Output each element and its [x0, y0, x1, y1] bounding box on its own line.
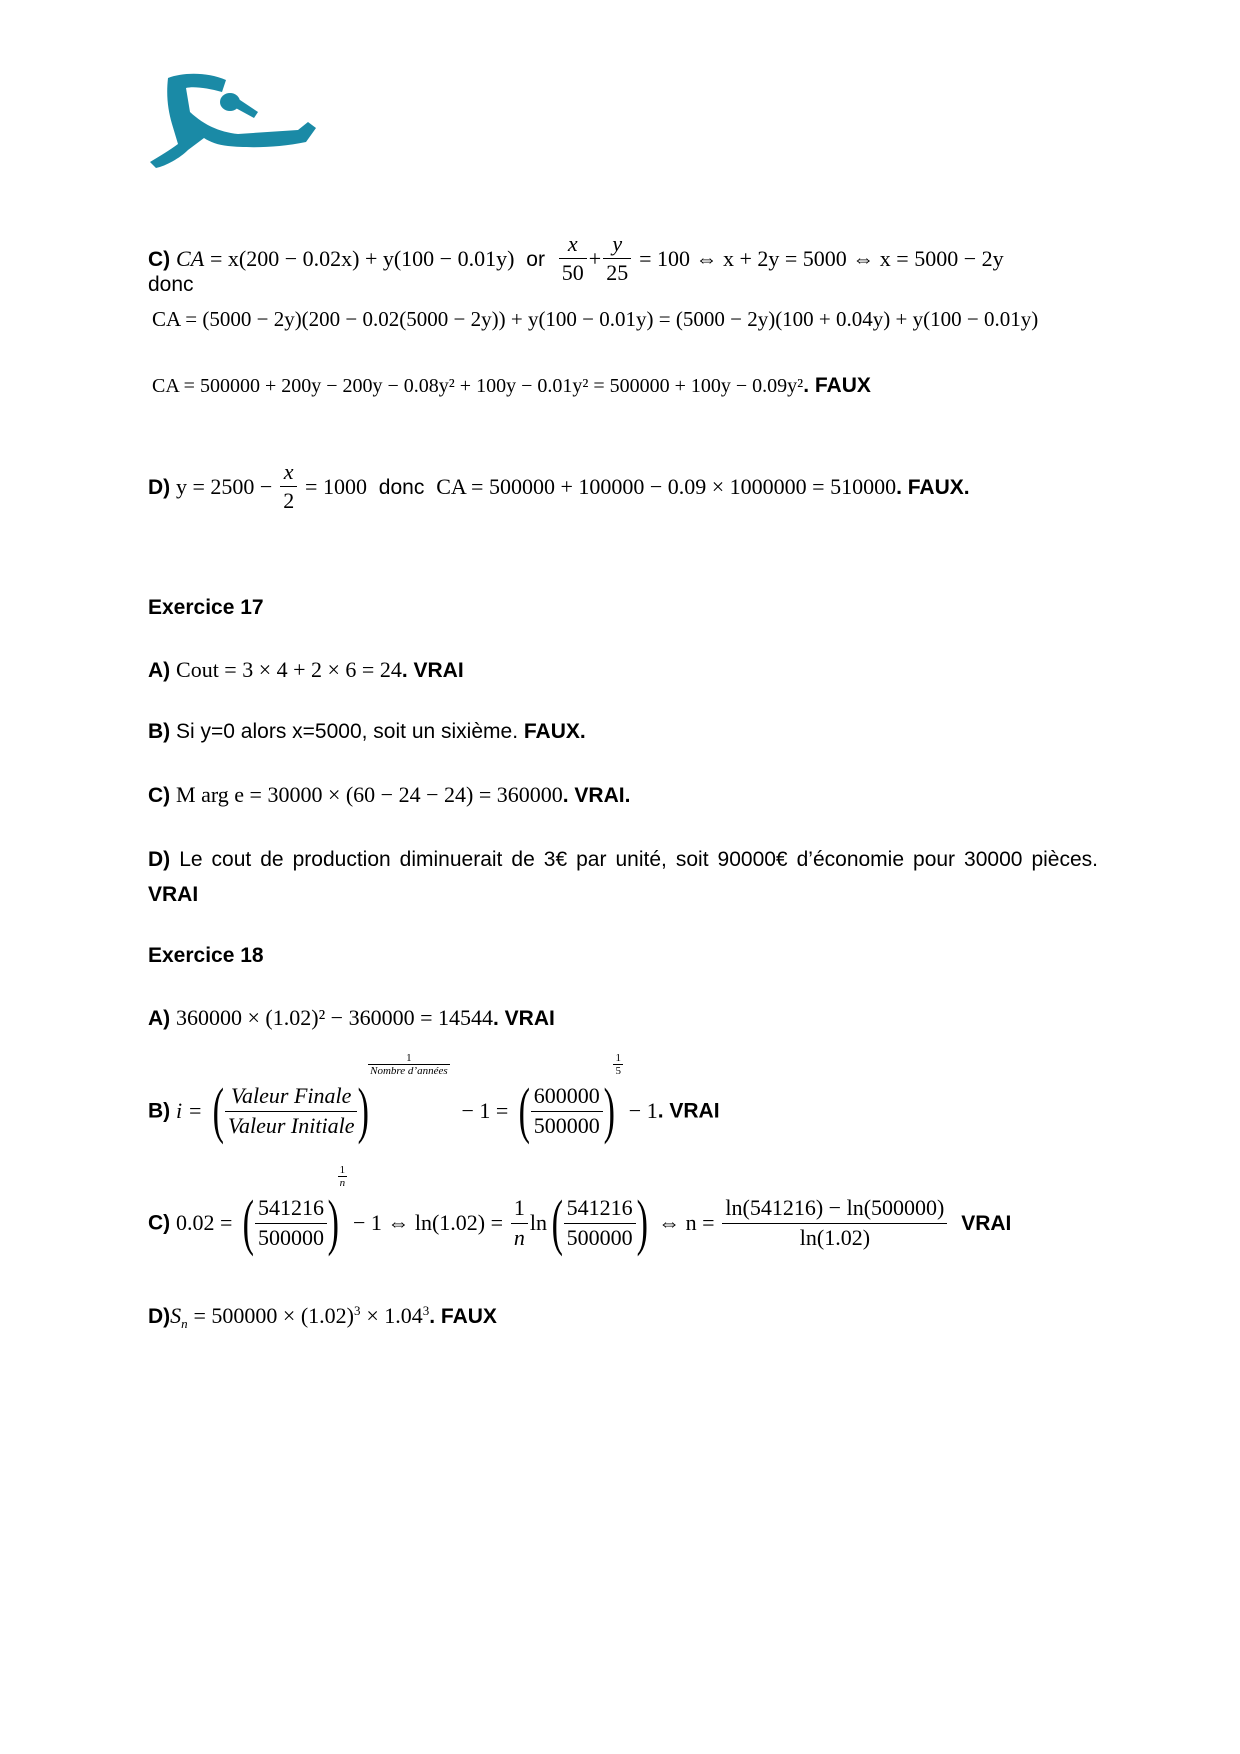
word-donc: donc	[148, 273, 194, 296]
item-label: C)	[148, 248, 171, 272]
math-expression: Cout = 3 × 4 + 2 × 6 = 24	[176, 657, 402, 682]
item-label: C)	[148, 784, 171, 807]
denominator: n	[339, 1177, 346, 1190]
fraction-valeur	[225, 1084, 357, 1137]
numerator: y	[603, 232, 631, 259]
ex18-b-line	[148, 1052, 720, 1145]
item-label: B)	[148, 720, 171, 743]
subscript: n	[181, 1316, 188, 1332]
right-paren: )	[603, 1077, 615, 1145]
denominator: 50	[561, 260, 584, 286]
numerator: 1	[511, 1196, 528, 1223]
numerator: 541216	[255, 1196, 327, 1223]
fraction-541216-500000	[255, 1196, 327, 1249]
math-expression: = 500000 × (1.02)	[193, 1303, 354, 1328]
word-donc: donc	[378, 476, 425, 500]
d-equation-line	[148, 459, 970, 515]
ex18-d-line	[148, 1304, 497, 1330]
numerator: 600000	[531, 1084, 603, 1111]
math-expression: M arg e = 30000 × (60 − 24 − 24) = 360000	[176, 782, 563, 807]
exponent-fraction	[368, 1052, 450, 1077]
verdict-vrai: . VRAI.	[562, 784, 631, 807]
numerator: x	[559, 232, 587, 259]
denominator: n	[513, 1224, 525, 1250]
fraction-y-25	[603, 232, 631, 285]
denominator: ln(1.02)	[799, 1224, 871, 1250]
fraction-541216-500000-b	[564, 1196, 636, 1249]
left-paren: (	[242, 1189, 255, 1257]
numerator: 1	[406, 1052, 412, 1064]
verdict-faux: . FAUX	[429, 1305, 497, 1328]
fraction-ln-ratio	[722, 1196, 947, 1249]
math-expression: y = 2500 −	[176, 474, 273, 500]
fraction-x-50	[559, 232, 587, 285]
right-paren: )	[636, 1189, 648, 1257]
math-expression: CA = (5000 − 2y)(200 − 0.02(5000 − 2y)) + y(100 − 0.01y) = (5000 − 2y)(100 + 0.04y) + y(100 − 0.01y)	[152, 307, 1039, 331]
denominator: Nombre d’années	[370, 1065, 448, 1078]
numerator: 541216	[564, 1196, 636, 1223]
numerator: 1	[339, 1164, 346, 1176]
math-expression: = 1000	[305, 474, 367, 500]
math-var: CA	[176, 246, 205, 272]
ca-simplification-line	[152, 375, 871, 396]
numerator: 1	[615, 1052, 621, 1064]
verdict-vrai: . VRAI	[493, 1007, 555, 1030]
math-expression: × 1.04	[366, 1303, 423, 1328]
superscript: 3	[422, 1303, 430, 1318]
math-expression: ⇔ n =	[658, 1210, 715, 1235]
word-or: or	[526, 248, 545, 272]
item-text: Si y=0 alors x=5000, soit un sixième.	[176, 720, 519, 743]
exercise-18-heading: Exercice 18	[148, 944, 264, 967]
math-expression: CA = 500000 + 200y − 200y − 0.08y² + 100y − 0.01y² = 500000 + 100y − 0.09y²	[152, 375, 804, 397]
fraction-600000-500000	[531, 1084, 603, 1137]
math-expression: − 1 =	[461, 1098, 509, 1123]
left-paren: (	[551, 1189, 564, 1257]
c-equation-line: C) CA = x(200 − 0.02x) + y(100 − 0.01y) or $\frac{x}{50}$ + $\frac{y}{25}$ = 100 ⇔ x + 2y = 5000 ⇔ x = 5000 − 2y	[148, 231, 1004, 286]
denominator: 5	[615, 1065, 621, 1078]
exponent-fraction	[338, 1164, 348, 1189]
right-paren: )	[327, 1189, 339, 1257]
superscript: 3	[353, 1303, 361, 1318]
math-expression: − 1	[628, 1098, 658, 1123]
ex17-b-line	[148, 721, 586, 742]
ex18-a-line	[148, 1007, 555, 1029]
exercise-17-heading: Exercice 17	[148, 596, 264, 619]
numerator: Valeur Finale	[225, 1084, 357, 1111]
item-text: Le cout de production diminuerait de 3€ par unité, soit 90000€ d’économie pour 30000 pièces.	[179, 848, 1098, 871]
denominator: 500000	[533, 1112, 600, 1138]
left-paren: (	[518, 1077, 531, 1145]
item-label: A)	[148, 659, 171, 682]
numerator: ln(541216) − ln(500000)	[722, 1196, 947, 1223]
hurdler-icon	[148, 72, 323, 172]
math-expression: 360000 × (1.02)² − 360000 = 14544	[176, 1005, 493, 1030]
item-label: B)	[148, 1099, 171, 1123]
donc-text	[148, 274, 194, 295]
verdict-faux: . FAUX	[803, 374, 871, 397]
math-expression: − 1 ⇔ ln(1.02) =	[352, 1210, 504, 1235]
ln-operator: ln	[529, 1210, 547, 1235]
ex17-d-paragraph	[148, 842, 1098, 912]
ex17-a-line	[148, 659, 464, 681]
right-paren: )	[358, 1077, 370, 1145]
math-expression: = 100 ⇔ x + 2y = 5000 ⇔ x = 5000 − 2y	[639, 246, 1004, 272]
math-expression: CA = 500000 + 100000 − 0.09 × 1000000 = 510000	[436, 474, 897, 500]
item-label: A)	[148, 1007, 171, 1030]
denominator: 2	[283, 488, 295, 514]
verdict-vrai: . VRAI	[401, 659, 464, 682]
denominator: 500000	[566, 1224, 633, 1250]
math-expression: 0.02 =	[176, 1210, 233, 1235]
ex17-c-line	[148, 784, 630, 806]
item-label: D)	[148, 476, 171, 500]
math-var: S	[170, 1303, 182, 1328]
item-label: C)	[148, 1211, 171, 1235]
denominator: 500000	[257, 1224, 324, 1250]
denominator: Valeur Initiale	[227, 1112, 355, 1138]
fraction-1-n	[511, 1196, 528, 1249]
math-expression: = x(200 − 0.02x) + y(100 − 0.01y)	[209, 246, 515, 272]
ca-expansion-line	[152, 309, 1038, 330]
denominator: 25	[606, 260, 629, 286]
verdict-vrai: VRAI	[148, 883, 199, 906]
verdict-faux: FAUX.	[523, 720, 586, 743]
fraction-x-2	[280, 460, 297, 513]
math-var: i =	[176, 1098, 203, 1123]
ex18-c-line	[148, 1164, 1012, 1257]
verdict-vrai: VRAI	[961, 1211, 1012, 1235]
item-label: D)	[148, 848, 171, 871]
numerator: x	[280, 460, 297, 487]
item-label: D)	[148, 1305, 171, 1328]
verdict-faux: . FAUX.	[896, 476, 970, 500]
verdict-vrai: . VRAI	[657, 1099, 720, 1123]
left-paren: (	[212, 1077, 225, 1145]
exponent-fraction	[613, 1052, 623, 1077]
